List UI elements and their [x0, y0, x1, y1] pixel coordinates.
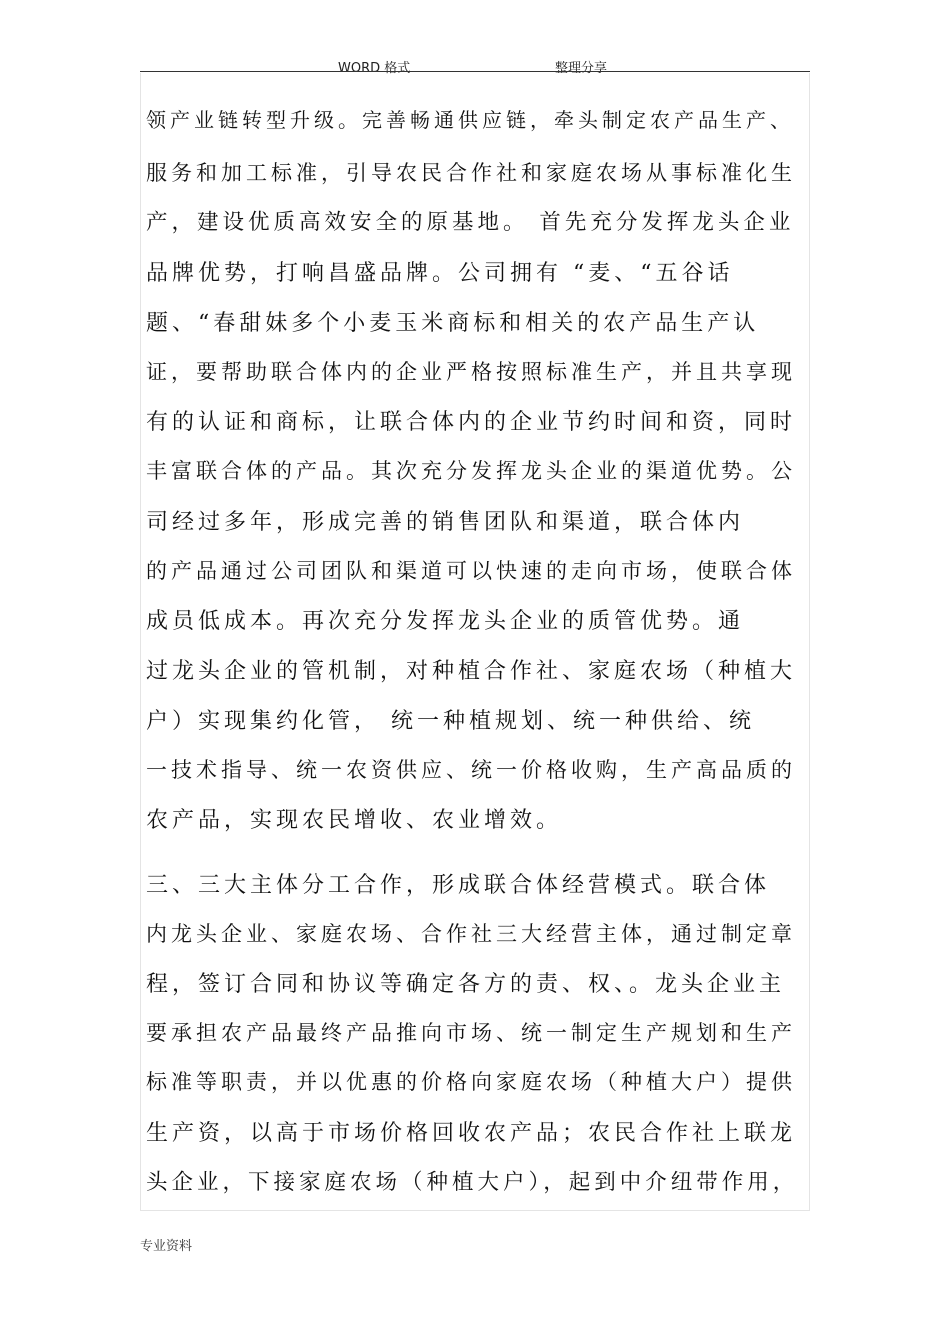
body-line: 标准等职责，并以优惠的价格向家庭农场（种植大户）提供	[146, 1070, 796, 1094]
body-line: 内龙头企业、家庭农场、合作社三大经营主体，通过制定章	[146, 922, 796, 946]
body-line: 程，签订合同和协议等确定各方的责、权、。龙头企业主	[146, 972, 786, 997]
body-line: 生产资，以高于市场价格回收农产品；农民合作社上联龙	[146, 1121, 797, 1146]
body-line: 一技术指导、统一农资供应、统一价格收购，生产高品质的	[146, 758, 796, 782]
body-line: 有的认证和商标，让联合体内的企业节约时间和资，同时	[146, 410, 797, 435]
body-line: 品牌优势，打响昌盛品牌。公司拥有 “麦、“五谷话	[146, 261, 734, 286]
body-line: 农产品，实现农民增收、农业增效。	[146, 808, 563, 833]
body-line: 成员低成本。再次充分发挥龙头企业的质管优势。通	[146, 609, 745, 634]
body-line: 产，建设优质高效安全的原基地。 首先充分发挥龙头企业	[146, 210, 795, 235]
footer-label: 专业资料	[140, 1239, 193, 1254]
header-rule	[140, 71, 810, 72]
body-line: 户）实现集约化管， 统一种植规划、统一种供给、统	[146, 709, 755, 734]
body-line: 过龙头企业的管机制，对种植合作社、家庭农场（种植大	[146, 659, 797, 684]
body-line: 头企业，下接家庭农场（种植大户），起到中介纽带作用，	[146, 1170, 799, 1195]
body-line: 要承担农产品最终产品推向市场、统一制定生产规划和生产	[146, 1021, 796, 1045]
body-line: 司经过多年，形成完善的销售团队和渠道，联合体内	[146, 510, 745, 535]
page-header	[140, 50, 810, 76]
body-line: 领产业链转型升级。完善畅通供应链，牵头制定农产品生产、	[146, 108, 794, 132]
body-line: 丰富联合体的产品。其次充分发挥龙头企业的渠道优势。公	[146, 459, 796, 483]
body-line: 题、“春甜妹多个小麦玉米商标和相关的农产品生产认	[146, 311, 760, 336]
body-line: 的产品通过公司团队和渠道可以快速的走向市场，使联合体	[146, 559, 796, 583]
header-left-text: WORD 格式	[338, 61, 411, 76]
body-line: 证，要帮助联合体内的企业严格按照标准生产，并且共享现	[146, 360, 796, 384]
body-line: 服务和加工标准，引导农民合作社和家庭农场从事标准化生	[146, 161, 796, 185]
body-line: 三、三大主体分工合作，形成联合体经营模式。联合体	[146, 873, 771, 898]
header-right-text: 整理分享	[555, 61, 608, 76]
